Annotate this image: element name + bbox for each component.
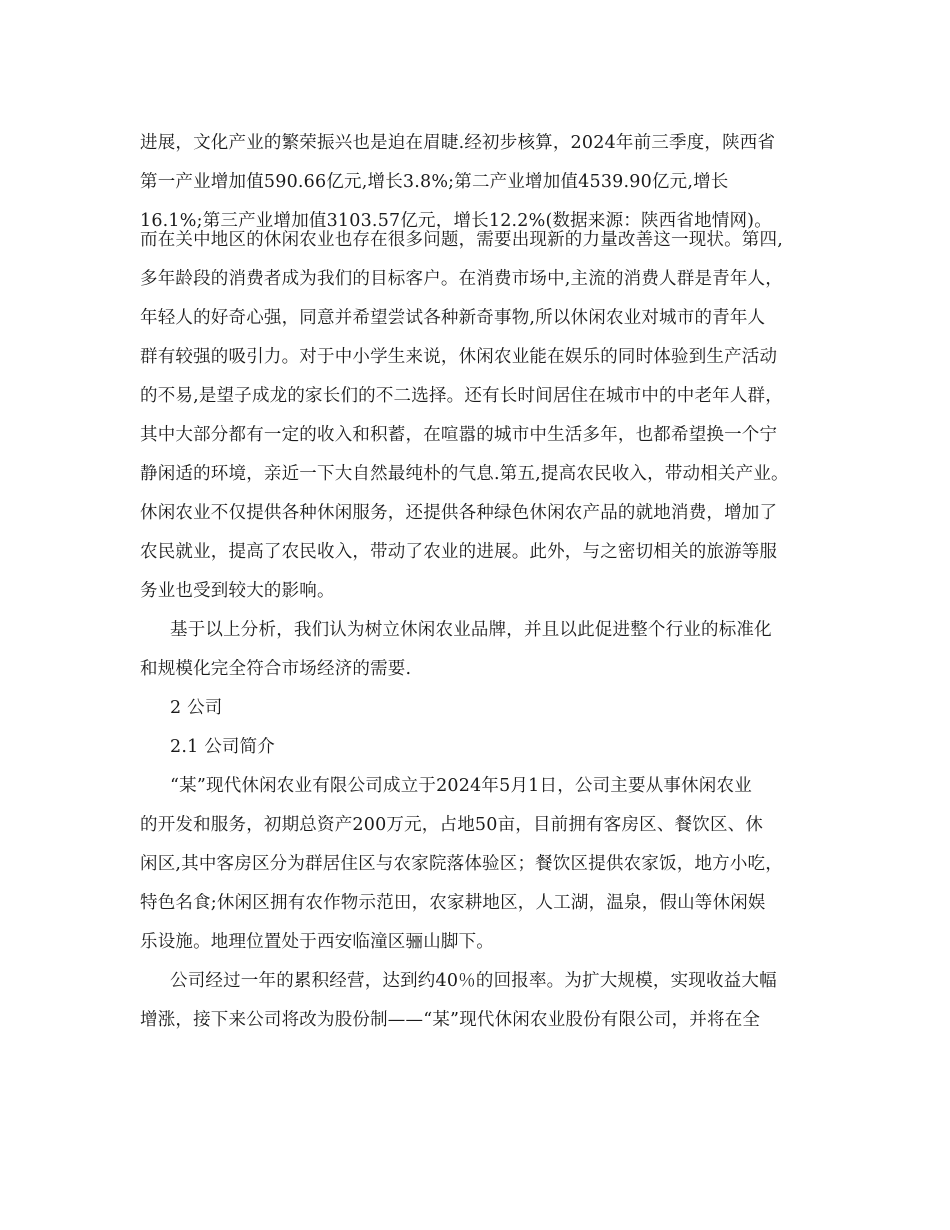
text-line: “某”现代休闲农业有限公司成立于2024年5月1日，公司主要从事休闲农业 (170, 776, 752, 796)
subsection-heading: 2.1 公司简介 (170, 737, 275, 757)
text-line: 务业也受到较大的影响。 (140, 581, 335, 601)
text-line: 闲区,其中客房区分为群居住区与农家院落体验区；餐饮区提供农家饭，地方小吃， (140, 854, 783, 874)
text-line: 16.1%;第三产业增加值3103.57亿元，增长12.2%(数据来源：陕西省地情网)。 (140, 211, 772, 231)
text-line: 静闲适的环境，亲近一下大自然最纯朴的气息.第五,提高农民收入，带动相关产业。 (140, 464, 789, 484)
text-line: 公司经过一年的累积经营，达到约40％的回报率。为扩大规模，实现收益大幅 (170, 971, 777, 991)
text-line: 群有较强的吸引力。对于中小学生来说，休闲农业能在娱乐的同时体验到生产活动 (140, 347, 778, 367)
text-line: 而在关中地区的休闲农业也存在很多问题，需要出现新的力量改善这一现状。第四, (140, 230, 783, 250)
text-line: 乐设施。地理位置处于西安临潼区骊山脚下。 (140, 932, 494, 952)
text-line: 年轻人的好奇心强，同意并希望尝试各种新奇事物,所以休闲农业对城市的青年人 (140, 308, 766, 328)
text-line: 特色名食;休闲区拥有农作物示范田，农家耕地区，人工湖，温泉，假山等休闲娱 (140, 893, 766, 913)
text-line: 休闲农业不仅提供各种休闲服务，还提供各种绿色休闲农产品的就地消费，增加了 (140, 503, 778, 523)
text-line: 的不易,是望子成龙的家长们的不二选择。还有长时间居住在城市中的中老年人群， (140, 386, 783, 406)
text-line: 其中大部分都有一定的收入和积蓄，在喧嚣的城市中生活多年，也都希望换一个宁 (140, 425, 778, 445)
text-line: 进展，文化产业的繁荣振兴也是迫在眉睫.经初步核算，2024年前三季度，陕西省 (140, 133, 776, 153)
text-line: 多年龄段的消费者成为我们的目标客户。在消费市场中,主流的消费人群是青年人， (140, 269, 783, 289)
text-line: 增涨，接下来公司将改为股份制——“某”现代休闲农业股份有限公司，并将在全 (140, 1010, 761, 1030)
text-line: 农民就业，提高了农民收入，带动了农业的进展。此外，与之密切相关的旅游等服 (140, 542, 778, 562)
text-line: 基于以上分析，我们认为树立休闲农业品牌，并且以此促进整个行业的标准化 (170, 620, 772, 640)
text-line: 的开发和服务，初期总资产200万元，占地50亩，目前拥有客房区、餐饮区、休 (140, 815, 764, 835)
section-heading: 2 公司 (170, 698, 223, 718)
text-line: 第一产业增加值590.66亿元,增长3.8%;第二产业增加值4539.90亿元,增长 (140, 172, 729, 192)
text-line: 和规模化完全符合市场经济的需要. (140, 659, 412, 679)
